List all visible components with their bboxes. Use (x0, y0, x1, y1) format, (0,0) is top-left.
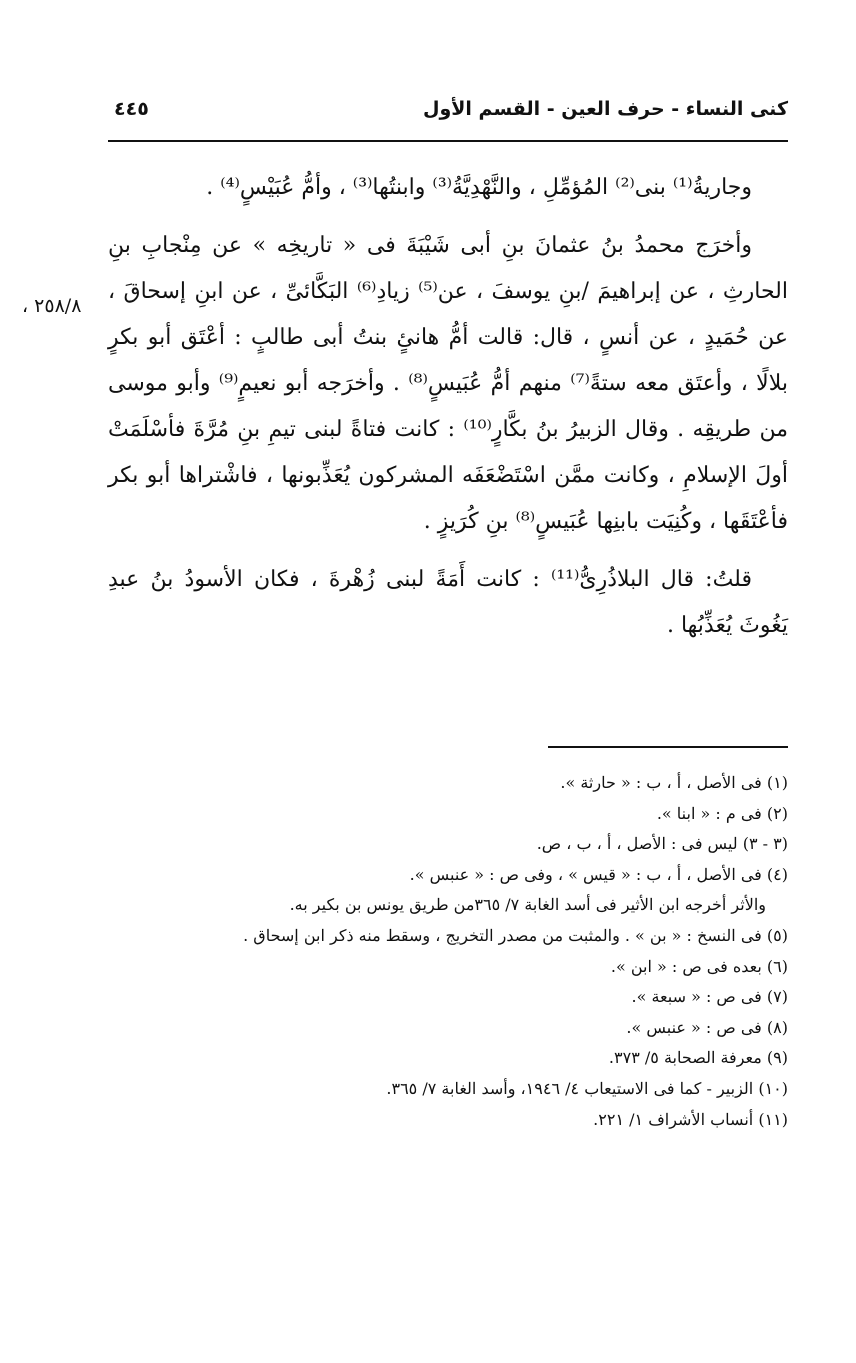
footnote-10: (١٠) الزبير - كما فى الاستيعاب ٤/ ١٩٤٦، وأسد الغابة ٧/ ٣٦٥. (386, 1078, 788, 1098)
running-header (108, 92, 788, 142)
paragraph-3: قلتُ: قال البلاذُرِىُّ⁽¹¹⁾ : كانت أَمَةً لبنى زُهْرةَ ، فكان الأسودُ بنُ عبدِ يَغُوثَ يُعَذِّبُها . (108, 567, 788, 638)
margin-reference: ٢٥٨/٨ ، (22, 295, 82, 317)
header-divider (108, 140, 788, 142)
footnote-9: (٩) معرفة الصحابة ٥/ ٣٧٣. (608, 1048, 788, 1068)
footnote-4: (٤) فى الأصل ، أ ، ب : « قيس » ، وفى ص : « عنبس ». (409, 864, 788, 884)
footnote-8: (٨) فى ص : « عنبس ». (626, 1017, 788, 1037)
main-text (108, 165, 788, 661)
running-title: كنى النساء - حرف العين - القسم الأول (422, 98, 788, 120)
footnote-2: (٢) فى م : « ابنا ». (656, 803, 788, 823)
footnote-4-continuation: والأثر أخرجه ابن الأثير فى أسد الغابة ٧/ ٣٦٥من طريق يونس بن بكير به. (289, 895, 766, 915)
footnote-6: (٦) بعده فى ص : « ابن ». (610, 956, 788, 976)
footnote-5: (٥) فى النسخ : « بن » . والمثبت من مصدر التخريج ، وسقط منه ذكر ابن إسحاق . (243, 925, 788, 945)
footnote-11: (١١) أنساب الأشراف ١/ ٢٢١. (593, 1109, 788, 1129)
footnote-7: (٧) فى ص : « سبعة ». (631, 987, 788, 1007)
footnote-1: (١) فى الأصل ، أ ، ب : « حارثة ». (560, 773, 788, 792)
paragraph-2: وأخرَج محمدُ بنُ عثمانَ بنِ أبى شَيْبَةَ فى « تاريخِه » عن مِنْجابِ بنِ الحارثِ ، عن إبراهيمَ /بنِ يوسفَ ، عن⁽⁵⁾ زيادِ⁽⁶⁾ البَكَّائىِّ ، عن ابنِ إسحاقَ ، عن حُمَيدٍ ، عن أنسٍ ، قال: قالت أمُّ هانئٍ بنتُ أبى طالبٍ : أعْتَق أبو بكرٍ بلالًا ، وأعتَق معه ستةً⁽⁷⁾ منهم أمُّ عُبَيسٍ⁽⁸⁾ . وأخرَجه أبو نعيمٍ⁽⁹⁾ وأبو موسى من طريقِه . وقال الزبيرُ بنُ بكَّارٍ⁽¹⁰⁾ : كانت فتاةً لبنى تيمِ بنِ مُرَّةَ فأسْلَمَتْ أولَ الإسلامِ ، وكانت ممَّن اسْتَضْعَفَه المشركون يُعَذِّبونها ، فاشْتراها أبو بكر فأعْتَقَها ، وكُنِيَت بابنِها عُبَيسٍ⁽⁸⁾ بنِ كُرَيزٍ . (108, 233, 788, 534)
paragraph-1: وجاريةُ⁽¹⁾ بنى⁽²⁾ المُؤمِّلِ ، والنَّهْدِيَّةُ⁽³⁾ وابنتُها⁽³⁾ ، وأمُّ عُبَيْسٍ⁽⁴⁾ . (206, 175, 752, 200)
footnotes (108, 768, 788, 1135)
page-number: ٤٤٥ (114, 98, 149, 120)
footnote-3: (٣ - ٣) ليس فى : الأصل ، أ ، ب ، ص. (536, 834, 788, 854)
footnote-divider (548, 746, 788, 748)
